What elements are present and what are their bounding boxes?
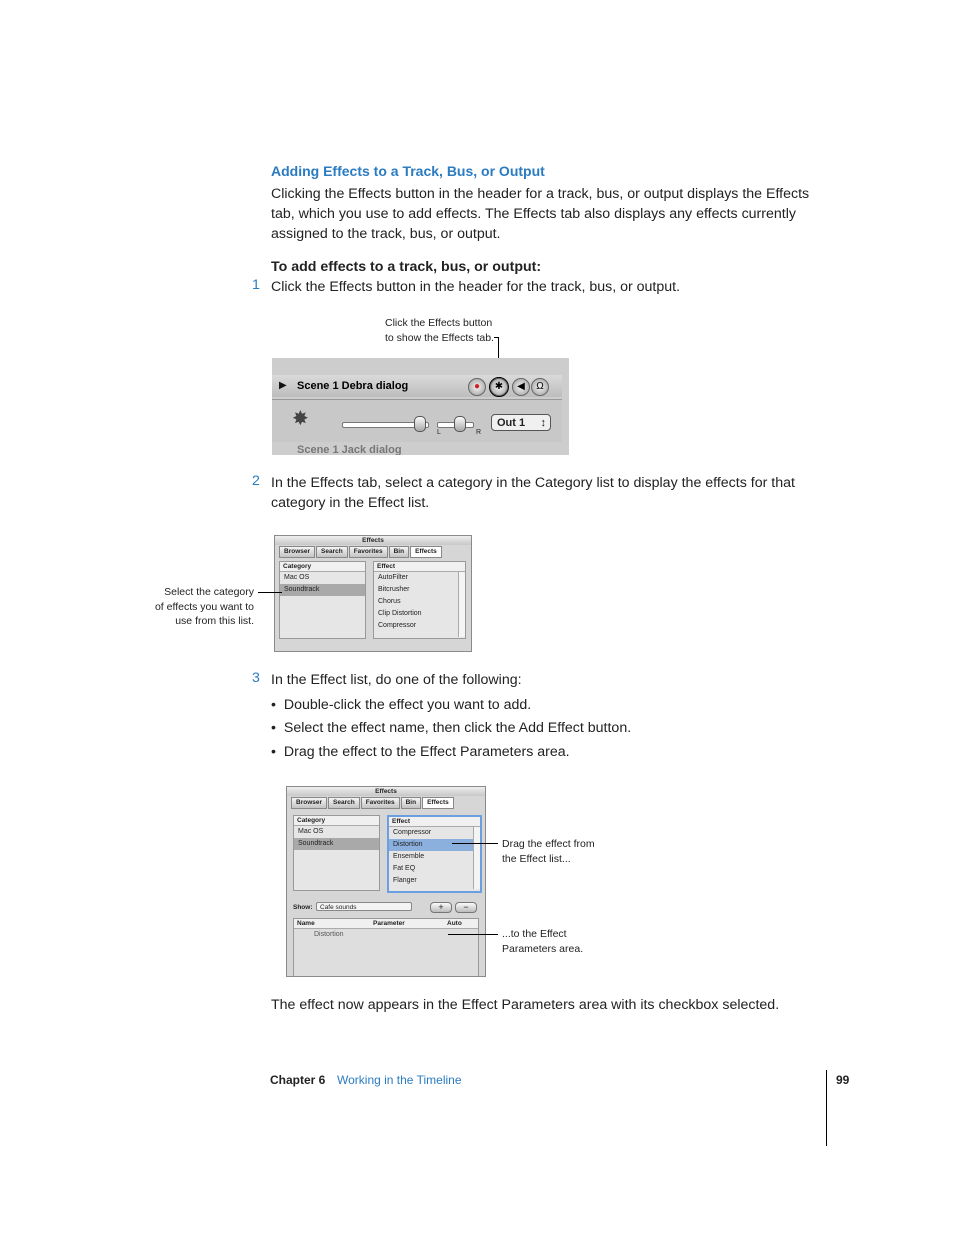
tab-effects[interactable]: Effects [410, 546, 442, 558]
track-header-screenshot [272, 358, 569, 455]
effect-item[interactable]: Flanger [393, 877, 417, 884]
category-list [293, 815, 380, 891]
callout-drag-from [502, 837, 595, 866]
effect-list [373, 561, 466, 639]
tab-browser[interactable]: Browser [291, 797, 327, 809]
pan-slider-knob[interactable] [454, 416, 466, 432]
bullet-dot: • [271, 720, 284, 736]
callout-line: Select the category [164, 586, 254, 598]
mute-button[interactable]: ◀ [512, 378, 530, 396]
effect-item[interactable]: AutoFilter [378, 574, 408, 581]
callout-line: use from this list. [175, 615, 254, 627]
effect-header: Effect [374, 562, 465, 572]
pan-left-label: L [437, 429, 441, 436]
effect-item[interactable]: Distortion [389, 839, 480, 851]
callout-line: of effects you want to [154, 600, 254, 613]
intro-paragraph: Clicking the Effects button in the header for a track, bus, or output displays the Effects tab, which you use to add effects. The Effects tab also displays any effects currently assigned to the track, bus, or output. [271, 186, 810, 242]
category-list [279, 561, 366, 639]
remove-effect-button[interactable] [455, 902, 477, 913]
task-heading: To add effects to a track, bus, or output: [271, 259, 542, 275]
callout-line: ...to the Effect [502, 928, 567, 940]
effects-window-params [286, 786, 486, 977]
callout-line: to show the Effects tab. [385, 331, 494, 344]
window-title: Effects [275, 536, 471, 545]
next-track-name: Scene 1 Jack dialog [297, 444, 402, 455]
effect-item[interactable]: Compressor [393, 829, 432, 836]
bullet-text: Drag the effect to the Effect Parameters area. [283, 744, 570, 760]
solo-button[interactable]: Ω [531, 378, 549, 396]
category-header: Category [294, 816, 379, 826]
effect-parameters-area [293, 918, 479, 977]
page-number: 99 [836, 1073, 850, 1087]
callout-line: Parameters area. [502, 942, 584, 955]
tab-effects[interactable]: Effects [422, 797, 454, 809]
closing-paragraph: The effect now appears in the Effect Parameters area with its checkbox selected. [271, 997, 780, 1013]
effect-header: Effect [389, 817, 480, 827]
bullet-dot: • [271, 744, 284, 760]
category-item[interactable]: Mac OS [284, 574, 310, 581]
effect-item[interactable]: Compressor [378, 622, 417, 629]
tab-bin[interactable]: Bin [389, 546, 409, 558]
bullet-item [271, 697, 531, 713]
effect-item[interactable]: Chorus [378, 598, 401, 605]
tab-browser[interactable]: Browser [279, 546, 315, 558]
tab-search[interactable]: Search [316, 546, 348, 558]
effects-button[interactable]: ✱ [490, 378, 508, 396]
effect-item[interactable]: Ensemble [393, 853, 425, 860]
step-1-number: 1 [252, 277, 260, 293]
bullet-dot: • [271, 697, 284, 713]
callout-leader [494, 337, 499, 338]
callout-effects-button [385, 316, 494, 345]
effect-item[interactable]: Fat EQ [393, 865, 416, 872]
params-header [294, 919, 478, 929]
output-popup[interactable] [491, 414, 551, 431]
category-item[interactable]: Soundtrack [280, 584, 365, 596]
scrollbar[interactable] [458, 572, 465, 637]
step-3-text: In the Effect list, do one of the following: [271, 672, 522, 688]
column-name: Name [297, 920, 315, 927]
footer-chapter-title[interactable]: Working in the Timeline [337, 1073, 462, 1087]
window-title: Effects [287, 787, 485, 796]
popup-arrows-icon: ↕ [540, 417, 546, 429]
bullet-text: Select the effect name, then click the Add Effect button. [283, 720, 632, 736]
bullet-item [271, 744, 570, 760]
category-item[interactable]: Mac OS [298, 828, 324, 835]
callout-leader [452, 843, 498, 844]
minus-icon: − [463, 902, 469, 912]
effects-window [274, 535, 472, 652]
callout-line: the Effect list... [502, 852, 571, 865]
footer-divider [826, 1070, 827, 1146]
effect-item[interactable]: Clip Distortion [378, 610, 422, 617]
column-auto: Auto [447, 920, 462, 927]
bullet-item [271, 720, 631, 736]
tab-search[interactable]: Search [328, 797, 360, 809]
step-2-number: 2 [252, 473, 260, 489]
effect-list [387, 815, 482, 893]
callout-category [134, 585, 254, 629]
show-popup[interactable] [316, 902, 412, 911]
tab-bin[interactable]: Bin [401, 797, 421, 809]
callout-leader [448, 934, 498, 935]
step-2-text: In the Effects tab, select a category in the Category list to display the effects for that category in the Effect list. [271, 475, 795, 511]
add-effect-button[interactable] [430, 902, 452, 913]
step-1-text: Click the Effects button in the header for the track, bus, or output. [271, 279, 681, 295]
output-value: Out 1 [497, 417, 526, 429]
tab-favorites[interactable]: Favorites [349, 546, 388, 558]
category-header: Category [280, 562, 365, 572]
record-button[interactable]: ● [468, 378, 486, 396]
pan-right-label: R [476, 429, 482, 436]
bullet-text: Double-click the effect you want to add. [283, 697, 532, 713]
column-parameter: Parameter [373, 920, 405, 927]
section-heading: Adding Effects to a Track, Bus, or Output [271, 163, 545, 179]
track-icon: ✸ [292, 408, 309, 430]
tab-bar [279, 546, 443, 557]
category-item[interactable]: Soundtrack [294, 838, 379, 850]
step-3-number: 3 [252, 670, 260, 686]
param-row[interactable]: Distortion [314, 931, 344, 938]
effect-item[interactable]: Bitcrusher [378, 586, 410, 593]
tab-favorites[interactable]: Favorites [361, 797, 400, 809]
callout-line: Click the Effects button [385, 317, 493, 329]
scrollbar[interactable] [473, 827, 480, 889]
callout-line: Drag the effect from [502, 838, 595, 850]
callout-drag-to [502, 927, 583, 956]
plus-icon: + [438, 902, 444, 912]
show-value: Cafe sounds [320, 904, 357, 911]
callout-leader [258, 592, 282, 593]
track-name: Scene 1 Debra dialog [297, 380, 409, 392]
tab-bar [291, 797, 455, 808]
footer-chapter: Chapter 6 [270, 1073, 326, 1087]
show-label: Show: [293, 904, 313, 911]
volume-slider-knob[interactable] [414, 416, 426, 432]
disclosure-triangle-icon[interactable]: ▶ [279, 380, 287, 391]
